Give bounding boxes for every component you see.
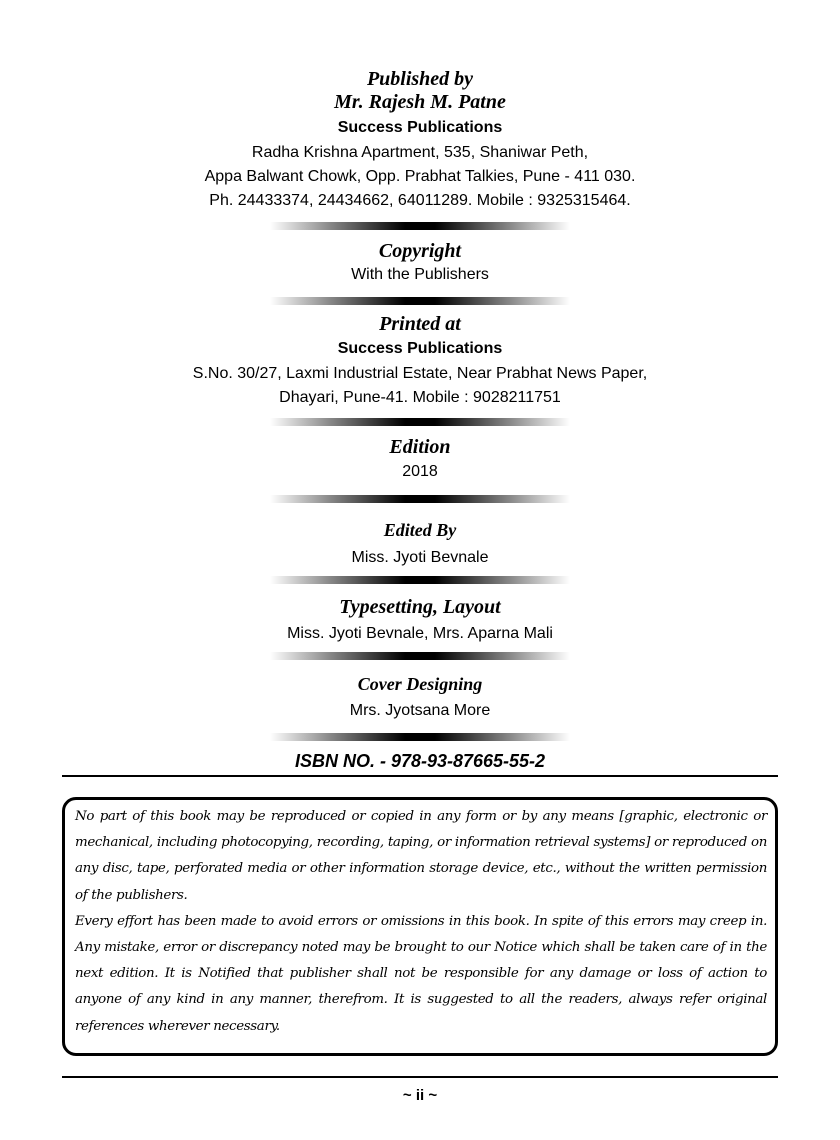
divider-bar: [270, 297, 570, 305]
divider-bar: [270, 222, 570, 230]
divider-bar: [270, 495, 570, 503]
edition-heading: Edition: [389, 436, 451, 458]
publisher-name: Mr. Rajesh M. Patne: [334, 91, 506, 113]
edited-by-value: Miss. Jyoti Bevnale: [351, 549, 489, 566]
printer-address-1: S.No. 30/27, Laxmi Industrial Estate, Near Prabhat News Paper,: [192, 365, 648, 382]
publisher-address-2: Appa Balwant Chowk, Opp. Prabhat Talkies, Pune - 411 030.: [204, 168, 636, 185]
typesetting-heading: Typesetting, Layout: [339, 596, 501, 618]
edition-value: 2018: [402, 463, 438, 480]
printer-address-2: Dhayari, Pune-41. Mobile : 9028211751: [279, 389, 561, 406]
cover-designing-value: Mrs. Jyotsana More: [349, 702, 491, 719]
copyright-value: With the Publishers: [351, 266, 489, 283]
footer-rule: [62, 1076, 778, 1078]
isbn: ISBN NO. - 978-93-87665-55-2: [294, 751, 546, 771]
divider-bar: [270, 733, 570, 741]
disclaimer-paragraph-2: Every effort has been made to avoid errors or omissions in this book. In spite of this errors may creep in. Any mistake, error or discrepancy noted may be brought to our Notice which shall be taken care of in the next edition. It is Notified that publisher shall not be responsible for any damage or loss of action to anyone of any kind in any manner, therefrom. It is suggested to all the readers, always refer original references wherever necessary.: [75, 913, 767, 1034]
publisher-company: Success Publications: [337, 119, 503, 136]
edited-by-heading: Edited By: [383, 520, 457, 540]
published-by-heading: Published by: [366, 68, 474, 90]
divider-bar: [270, 652, 570, 660]
page-number: ~ ii ~: [402, 1087, 438, 1104]
divider-bar: [270, 418, 570, 426]
horizontal-rule: [62, 775, 778, 777]
printer-company: Success Publications: [337, 340, 503, 357]
disclaimer-paragraph-1: No part of this book may be reproduced or copied in any form or by any means [graphic, electronic or mechanical, including photocopying, recording, taping, or information retrieval systems] or reproduced on any disc, tape, perforated media or other information storage device, etc., without the written permission of the publishers.: [75, 809, 767, 903]
disclaimer-box: [62, 797, 778, 1056]
publisher-phone: Ph. 24433374, 24434662, 64011289. Mobile : 9325315464.: [209, 192, 631, 209]
printed-at-heading: Printed at: [379, 313, 461, 335]
copyright-heading: Copyright: [378, 240, 462, 262]
divider-bar: [270, 576, 570, 584]
cover-designing-heading: Cover Designing: [357, 674, 483, 694]
publisher-address-1: Radha Krishna Apartment, 535, Shaniwar Peth,: [251, 144, 589, 161]
typesetting-value: Miss. Jyoti Bevnale, Mrs. Aparna Mali: [287, 625, 553, 642]
